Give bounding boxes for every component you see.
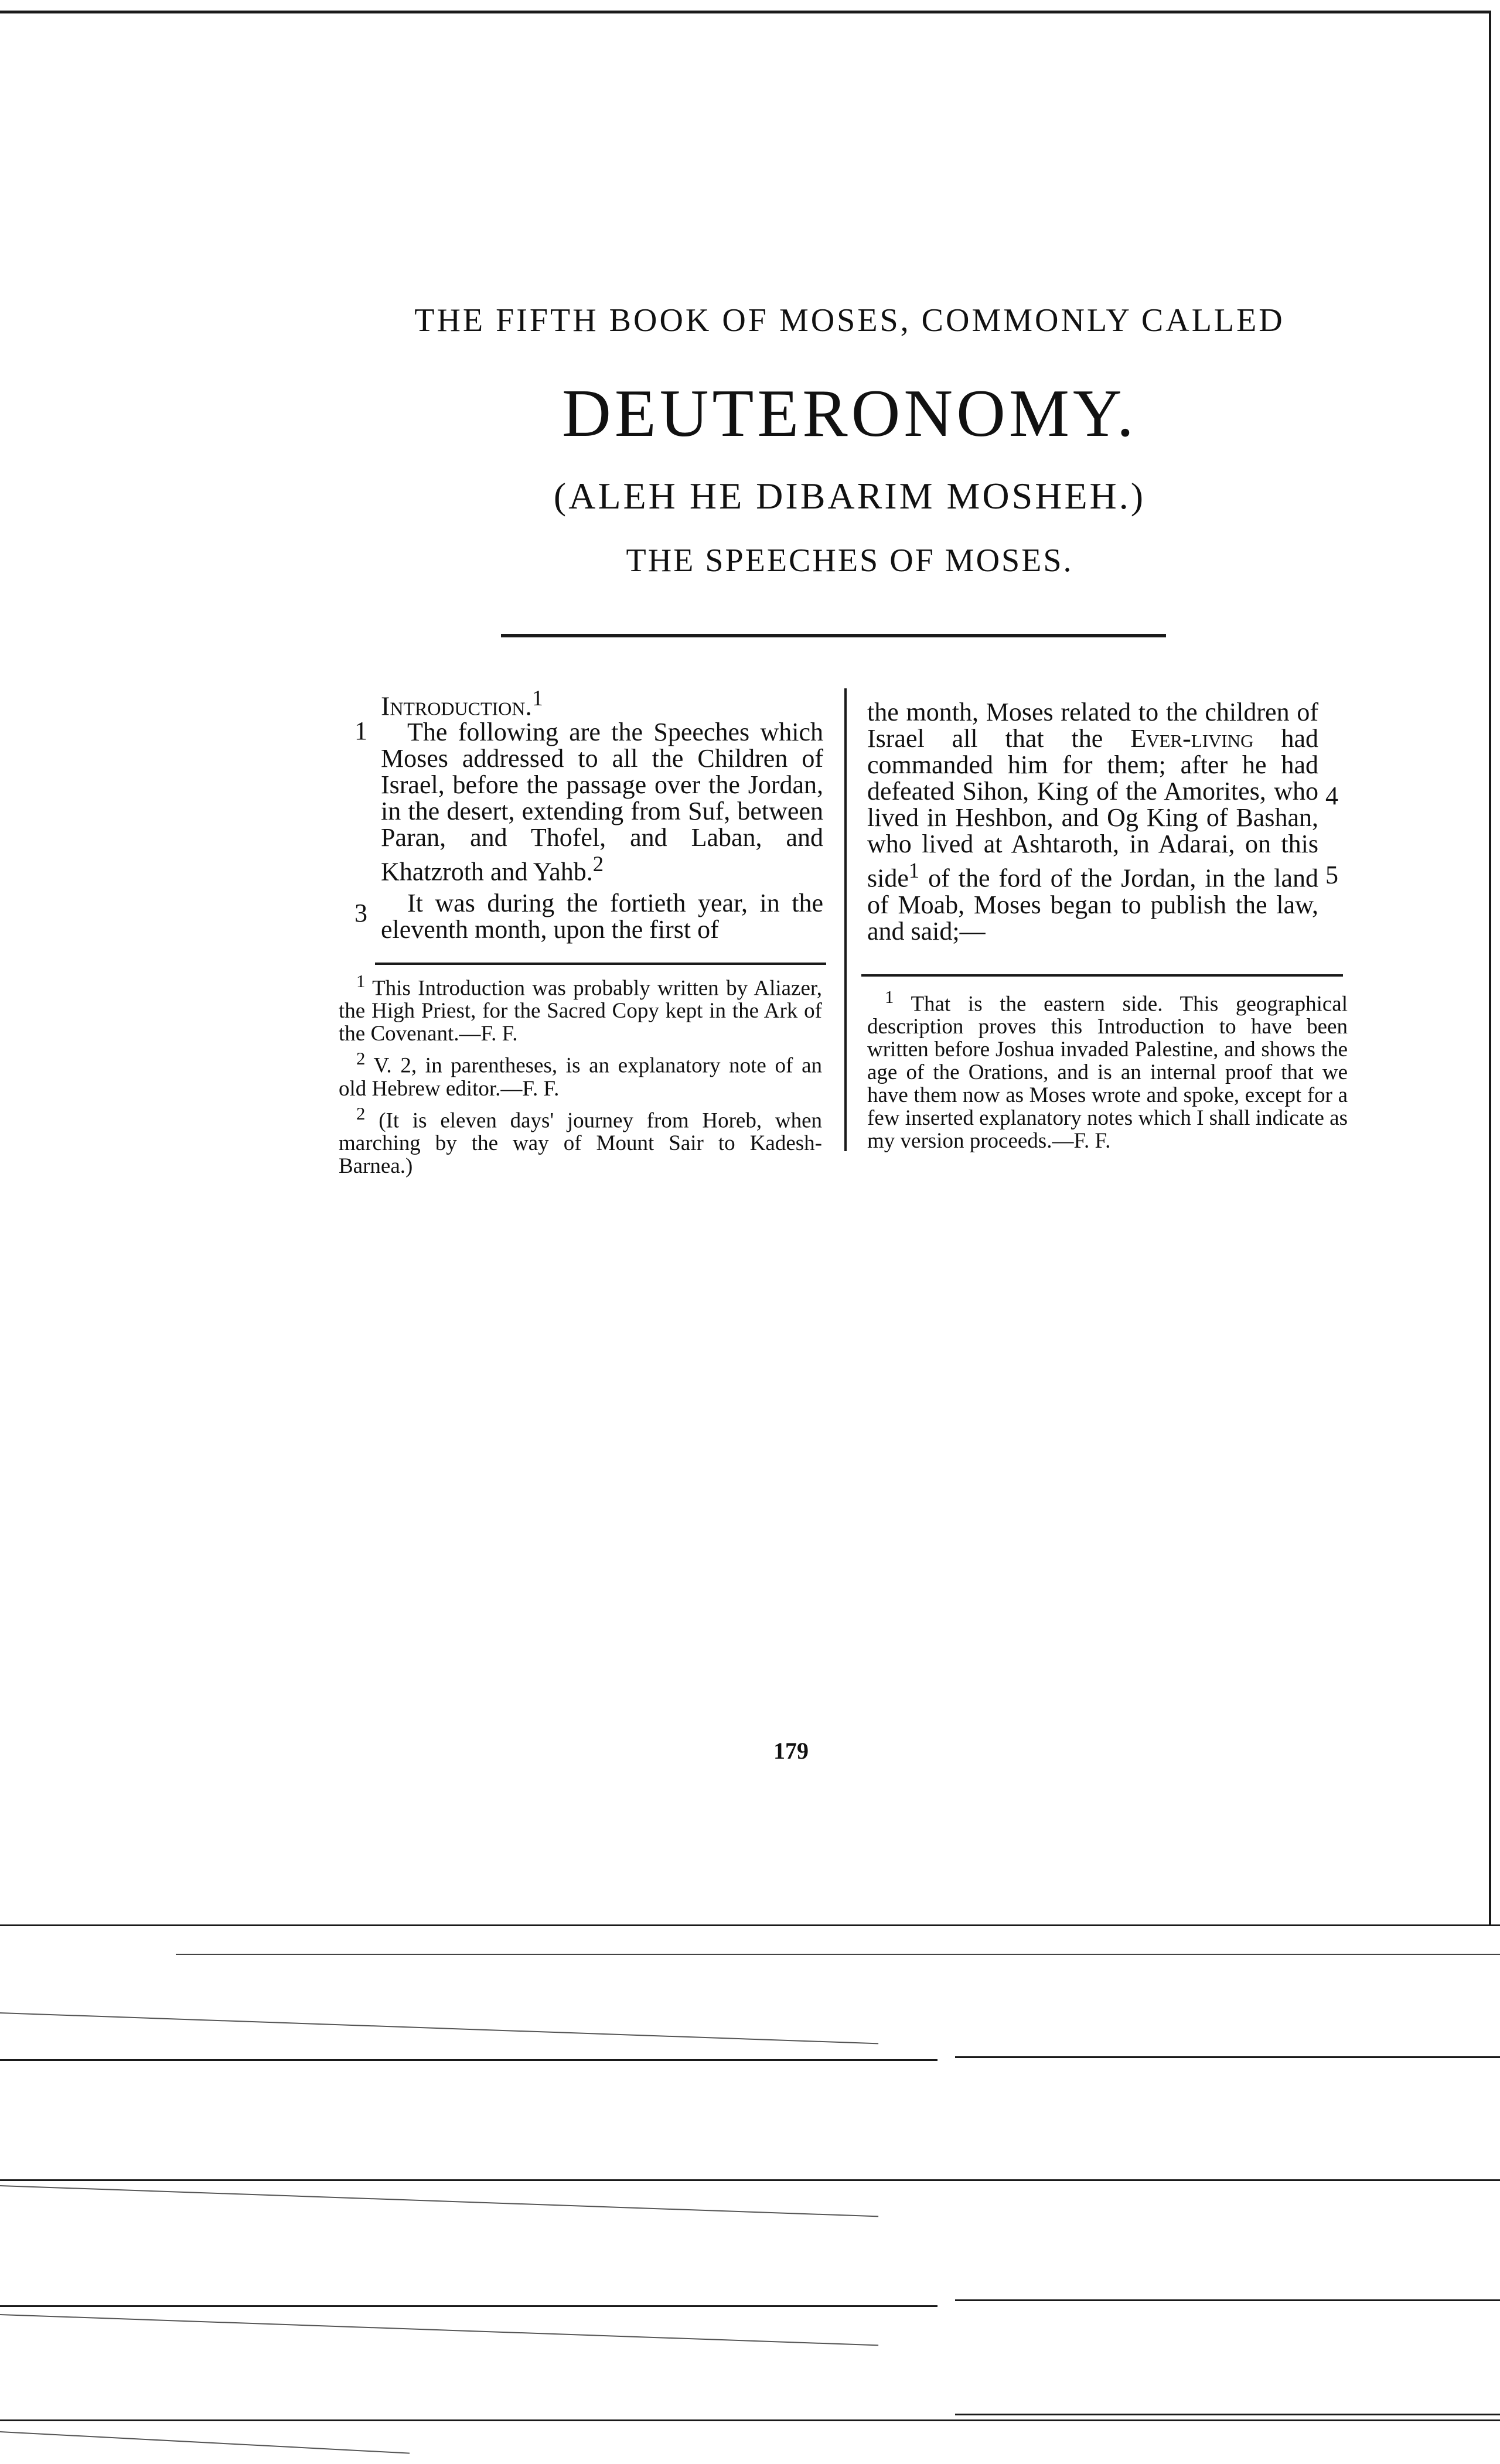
scan-line — [0, 2059, 938, 2061]
right-border — [1489, 11, 1491, 1926]
footnote-3: $^2$ (It is eleven days' journey from Horeb, when marching by the way of Mount Sair to Kadesh-Barnea.) — [339, 1103, 822, 1178]
main-title: DEUTERONOMY. — [562, 376, 1137, 451]
scan-line — [0, 2431, 410, 2454]
section-heading: Introduction.$^1$ — [381, 686, 544, 721]
scan-line — [0, 2419, 1500, 2421]
subtitle-speeches: THE SPEECHES OF MOSES. — [626, 542, 1073, 579]
scan-line — [955, 2056, 1500, 2058]
right-footnote-rule — [861, 974, 1343, 977]
left-footnotes — [339, 970, 822, 1180]
scan-line — [0, 1924, 1500, 1926]
scan-line — [0, 2185, 878, 2217]
scan-line — [955, 2414, 1500, 2415]
scan-line — [0, 2179, 1500, 2181]
footnote-2: $^2$ V. 2, in parentheses, is an explanatory note of an old Hebrew editor.—F. F. — [339, 1049, 822, 1101]
top-border — [0, 11, 1491, 13]
column-separator — [844, 688, 847, 1151]
scan-line — [955, 2299, 1500, 2301]
supertitle: THE FIFTH BOOK OF MOSES, COMMONLY CALLED — [414, 302, 1285, 339]
right-column — [867, 699, 1318, 944]
verse-number-1: 1 — [354, 716, 367, 745]
verse-number-3: 3 — [354, 899, 367, 927]
title-divider — [501, 634, 1166, 637]
scan-line — [0, 2314, 878, 2346]
verse-number-5: 5 — [1325, 861, 1338, 889]
verse-number-4: 4 — [1325, 781, 1338, 810]
footnote-right-1: $^1$ That is the eastern side. This geographical description proves this Introduction to have been written before Joshua invaded Palestine, and shows the age of the Orations, and is an internal proof that we have them now as Moses wrote and spoke, except for a few inserted explanatory notes which I shall indicate as my version proceeds.—F. F. — [867, 987, 1348, 1153]
verse-3: It was during the fortieth year, in the eleventh month, upon the first of — [381, 888, 823, 944]
page-number: 179 — [773, 1738, 809, 1764]
left-footnote-rule — [375, 963, 826, 965]
right-footnotes — [867, 986, 1348, 1155]
verse-2-continued: the month, Moses related to the children of Israel all that the Ever-living had commanded him for them; after he had defeated Sihon, King of the Amorites, who lived in Heshbon, and Og King of Bashan, who lived at Ashtaroth, in Adarai, on this side$^1$ of the ford of the Jordan, in the land of Moab, Moses began to publish the law, and said;— — [867, 698, 1318, 946]
scan-line — [0, 2305, 938, 2307]
verse-1: The following are the Speeches which Moses addressed to all the Children of Israel, before the passage over the Jordan, in the desert, extending from Suf, between Paran, and Thofel, and Laban, and Khatzroth and Yahb.$^2$ — [381, 718, 823, 886]
scan-line — [0, 2012, 878, 2044]
footnote-1: $^1$ This Introduction was probably written by Aliazer, the High Priest, for the Sacred Copy kept in the Ark of the Covenant.—F. F. — [339, 971, 822, 1046]
scan-line — [176, 1954, 1500, 1955]
subtitle: (ALEH HE DIBARIM MOSHEH.) — [553, 475, 1146, 517]
left-column — [381, 685, 823, 943]
